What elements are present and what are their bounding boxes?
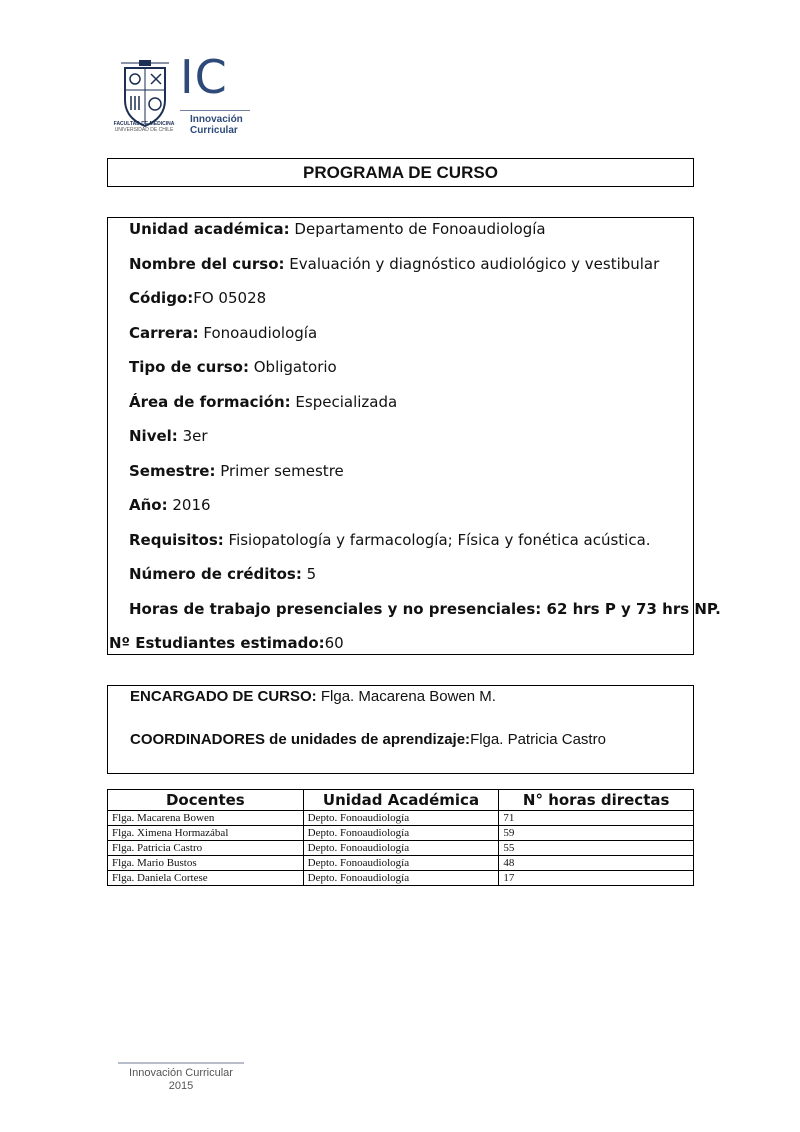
ic-mark: IC — [180, 50, 228, 104]
coordinadores-row: COORDINADORES de unidades de aprendizaje:Flga. Patricia Castro — [130, 731, 606, 748]
info-row-codigo: Código:FO 05028 — [129, 289, 267, 307]
info-row-nombre: Nombre del curso: Evaluación y diagnóstico audiológico y vestibular — [129, 255, 660, 273]
encargado-box — [107, 685, 694, 774]
docente-name: Flga. Patricia Castro — [108, 841, 304, 856]
footer-divider — [118, 1062, 244, 1064]
table-row — [108, 841, 694, 856]
docente-unidad: Depto. Fonoaudiología — [303, 856, 499, 871]
docente-horas: 55 — [499, 841, 694, 856]
table-row — [108, 811, 694, 826]
course-info-box — [107, 217, 721, 655]
info-row-area: Área de formación: Especializada — [129, 393, 398, 411]
docente-name: Flga. Ximena Hormazábal — [108, 826, 304, 841]
page-title: PROGRAMA DE CURSO — [107, 158, 694, 187]
docente-horas: 59 — [499, 826, 694, 841]
docente-name: Flga. Mario Bustos — [108, 856, 304, 871]
table-row — [108, 826, 694, 841]
table-header-row — [108, 790, 694, 811]
ic-caption: Innovación Curricular — [190, 114, 243, 136]
info-row-tipo: Tipo de curso: Obligatorio — [129, 358, 337, 376]
header-unidad: Unidad Académica — [303, 790, 499, 811]
info-row-estudiantes: Nº Estudiantes estimado:60 — [109, 634, 344, 652]
footer-logo-text: Innovación Curricular 2015 — [129, 1067, 233, 1092]
table-row — [108, 871, 694, 886]
logo-divider — [180, 110, 250, 111]
docente-name: Flga. Macarena Bowen — [108, 811, 304, 826]
header-horas: N° horas directas — [499, 790, 694, 811]
info-row-creditos: Número de créditos: 5 — [129, 565, 317, 583]
header-logos — [112, 48, 272, 143]
header-docentes: Docentes — [108, 790, 304, 811]
docente-horas: 71 — [499, 811, 694, 826]
docente-horas: 17 — [499, 871, 694, 886]
table-row — [108, 856, 694, 871]
info-row-carrera: Carrera: Fonoaudiología — [129, 324, 318, 342]
info-row-anio: Año: 2016 — [129, 496, 211, 514]
docente-unidad: Depto. Fonoaudiología — [303, 826, 499, 841]
innovacion-curricular-logo — [180, 52, 260, 142]
seal-caption: FACULTAD DE MEDICINA UNIVERSIDAD DE CHILE — [113, 121, 175, 133]
info-row-requisitos: Requisitos: Fisiopatología y farmacología; Física y fonética acústica. — [129, 531, 651, 549]
docente-name: Flga. Daniela Cortese — [108, 871, 304, 886]
encargado-row: ENCARGADO DE CURSO: Flga. Macarena Bowen M. — [130, 688, 496, 705]
info-row-unidad: Unidad académica: Departamento de Fonoaudiología — [129, 220, 546, 238]
docente-horas: 48 — [499, 856, 694, 871]
info-row-nivel: Nivel: 3er — [129, 427, 208, 445]
info-row-semestre: Semestre: Primer semestre — [129, 462, 344, 480]
docente-unidad: Depto. Fonoaudiología — [303, 841, 499, 856]
docente-unidad: Depto. Fonoaudiología — [303, 811, 499, 826]
info-row-horas: Horas de trabajo presenciales y no presenciales: 62 hrs P y 73 hrs NP. — [129, 600, 721, 618]
docente-unidad: Depto. Fonoaudiología — [303, 871, 499, 886]
docentes-table — [107, 789, 694, 886]
